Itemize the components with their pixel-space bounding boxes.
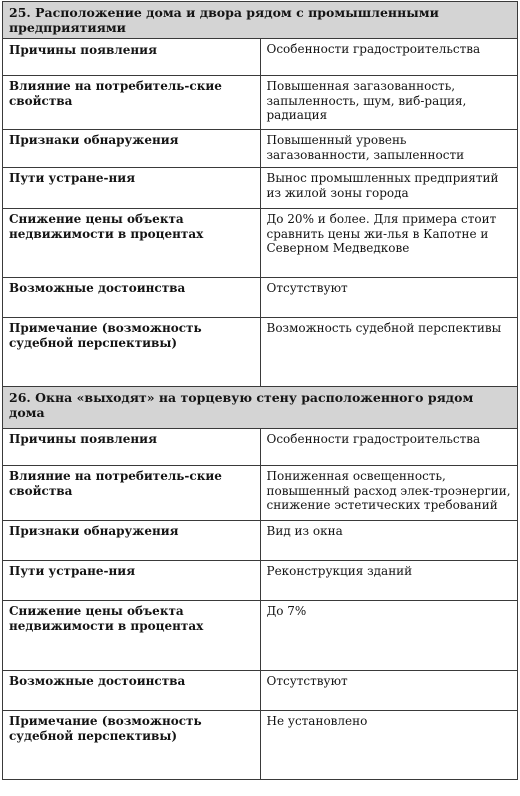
table-row — [3, 466, 518, 521]
section-header-row — [3, 2, 518, 39]
table-row — [3, 39, 518, 76]
row-label: Признаки обнаружения — [3, 521, 261, 561]
table-row — [3, 130, 518, 168]
table-row — [3, 601, 518, 671]
table-row — [3, 318, 518, 387]
row-value: Вид из окна — [260, 521, 518, 561]
table-row — [3, 76, 518, 130]
row-label: Причины появления — [3, 39, 261, 76]
defects-table — [2, 1, 518, 780]
row-label: Влияние на потребитель-ские свойства — [3, 466, 261, 521]
row-label: Пути устране-ния — [3, 168, 261, 209]
row-label: Примечание (возможность судебной перспективы) — [3, 318, 261, 387]
table-row — [3, 168, 518, 209]
table-row — [3, 278, 518, 318]
row-value: Реконструкция зданий — [260, 561, 518, 601]
row-value: Отсутствуют — [260, 278, 518, 318]
row-value: До 7% — [260, 601, 518, 671]
row-label: Примечание (возможность судебной перспективы) — [3, 711, 261, 780]
row-value: До 20% и более. Для примера стоит сравнить цены жи-лья в Капотне и Северном Медведкове — [260, 209, 518, 278]
table-row — [3, 711, 518, 780]
row-label: Влияние на потребитель-ские свойства — [3, 76, 261, 130]
row-value: Повышенный уровень загазованности, запыленности — [260, 130, 518, 168]
row-value: Вынос промышленных предприятий из жилой зоны города — [260, 168, 518, 209]
table-row — [3, 561, 518, 601]
row-label: Снижение цены объекта недвижимости в процентах — [3, 601, 261, 671]
row-value: Отсутствуют — [260, 671, 518, 711]
row-value: Не установлено — [260, 711, 518, 780]
row-value: Пониженная освещенность, повышенный расход элек-троэнергии, снижение эстетических требований — [260, 466, 518, 521]
table-row — [3, 521, 518, 561]
row-label: Причины появления — [3, 429, 261, 466]
row-value: Особенности градостроительства — [260, 39, 518, 76]
row-value: Возможность судебной перспективы — [260, 318, 518, 387]
row-value: Особенности градостроительства — [260, 429, 518, 466]
row-label: Пути устране-ния — [3, 561, 261, 601]
row-label: Признаки обнаружения — [3, 130, 261, 168]
table-row — [3, 429, 518, 466]
table-row — [3, 671, 518, 711]
row-label: Возможные достоинства — [3, 278, 261, 318]
section-header-row — [3, 387, 518, 429]
row-label: Возможные достоинства — [3, 671, 261, 711]
section-title: 25. Расположение дома и двора рядом с промышленными предприятиями — [3, 2, 518, 39]
section-title: 26. Окна «выходят» на торцевую стену расположенного рядом дома — [3, 387, 518, 429]
row-label: Снижение цены объекта недвижимости в процентах — [3, 209, 261, 278]
table-row — [3, 209, 518, 278]
row-value: Повышенная загазованность, запыленность, шум, виб-рация, радиация — [260, 76, 518, 130]
